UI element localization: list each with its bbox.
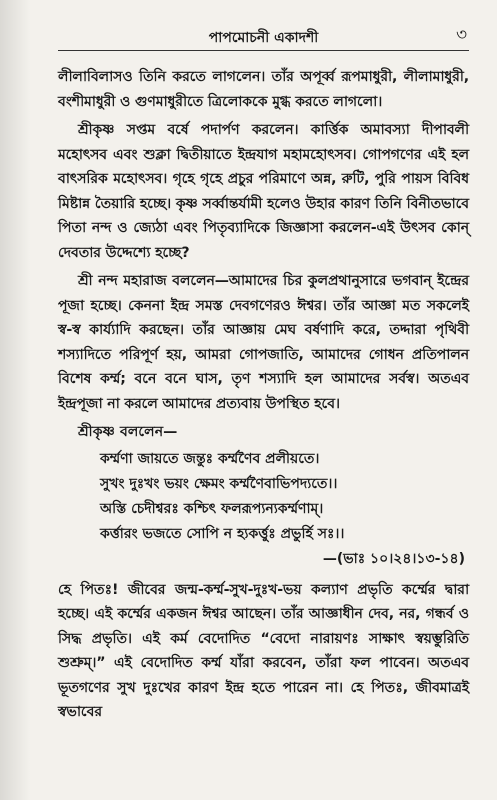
page-number: ৩ [455, 25, 467, 45]
speaker-line: শ্রীকৃষ্ণ বললেন— [78, 424, 178, 440]
chapter-title: পাপমোচনী একাদশী [208, 30, 319, 46]
verse-line-1: কর্ম্মণা জায়তে জন্তুঃ কর্ম্মণৈব প্রলীয়তে। [100, 450, 320, 467]
verse-line-3: অস্তি চেদীশ্বরঃ কশ্চিৎ ফলরূপ্যন্যকর্ম্মণাম্। [100, 500, 324, 517]
verse-block [58, 447, 469, 547]
paragraph-4: হে পিতঃ! জীবের জন্ম-কর্ম্ম-সুখ-দুঃখ-ভয় কল্যাণ প্রভৃতি কর্ম্মের দ্বারা হচ্ছে। এই কর্ম্মের একজন ঈশ্বর আছেন। তাঁর আজ্ঞাধীন দেব, নর, গন্ধর্ব ও সিদ্ধ প্রভৃতি। এই কর্ম বেদোদিত “বেদো নারায়ণঃ সাক্ষাৎ স্বয়ম্ভুরিতি শুশ্রুম্।” এই বেদোদিত কর্ম্ম যাঁরা করবেন, তাঁরা ফল পাবেন। অতএব ভূতগণের সুখ দুঃখের কারণ ইন্দ্র হতে পারেন না। হে পিতঃ, জীবমাত্রই স্বভাবের [58, 581, 469, 720]
paragraph-3: শ্রী নন্দ মহারাজ বললেন—আমাদের চির কুলপ্রথানুসারে ভগবান্ ইন্দ্রের পূজা হচ্ছে। কেননা ইন্দ্র সমস্ত দেবগণেরও ঈশ্বর। তাঁর আজ্ঞা মত সকলেই স্ব-স্ব কার্য্যাদি করছেন। তাঁর আজ্ঞায় মেঘ বর্ষণাদি করে, তদ্দারা পৃথিবী শস্যাদিতে পরিপূর্ণ হয়, আমরা গোপজাতি, আমাদের গোধন প্রতিপালন বিশেষ কর্ম্ম; বনে বনে ঘাস, তৃণ শস্যাদি হল আমাদের সর্বস্ব। অতএব ইন্দ্রপূজা না করলে আমাদের প্রত্যবায় উপস্থিত হবে। [58, 273, 469, 412]
verse-line-2: সুখং দুঃখং ভয়ং ক্ষেমং কর্ম্মণৈবাভিপদ্যতে।। [100, 475, 338, 492]
page-header [58, 0, 469, 50]
paragraph-2: শ্রীকৃষ্ণ সপ্তম বর্ষে পদার্পণ করলেন। কার্ত্তিক অমাবস্যা দীপাবলী মহোৎসব এবং শুক্লা দ্বিতীয়াতে ইন্দ্রযাগ মহামহোৎসব। গোপগণের এই হল বাৎসরিক মহোৎসব। গৃহে গৃহে প্রচুর পরিমাণে অন্ন, রুটি, পুরি পায়স বিবিধ মিষ্টান্ন তৈয়ারি হচ্ছে। কৃষ্ণ সর্ব্বান্তর্যামী হলেও উহার কারণ তিনি বিনীতভাবে পিতা নন্দ ও জ্যেঠা এবং পিতৃব্যাদিকে জিজ্ঞাসা করলেন-এই উৎসব কোন্ দেবতার উদ্দেশ্যে হচ্ছে? [58, 122, 469, 261]
paragraph-1: লীলাবিলাসও তিনি করতে লাগলেন। তাঁর অপূর্ব্ব রূপমাধুরী, লীলামাধুরী, বংশীমাধুরী ও গুণমাধুরীতে ত্রিলোককে মুগ্ধ করতে লাগলো। [58, 69, 469, 110]
verse-line-4: কর্ত্তারং ভজতে সোপি ন হ্যকর্ত্তুঃ প্রভুর্হি সঃ।। [100, 525, 345, 542]
page-gutter-shadow [0, 0, 30, 800]
header-divider [58, 50, 469, 51]
verse-citation: —(ভাঃ ১০।২৪।১৩-১৪) [322, 550, 465, 567]
